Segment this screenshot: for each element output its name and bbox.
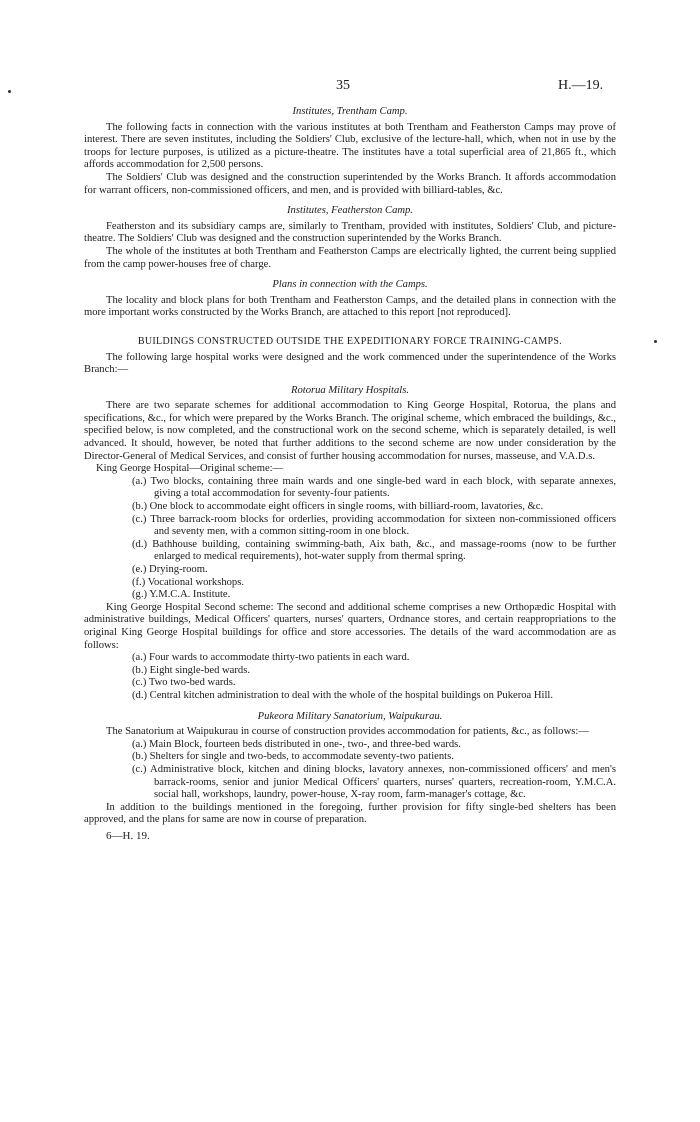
page-number: 35 <box>336 78 350 93</box>
list-item: (a.) Main Block, fourteen beds distributed in one-, two-, and three-bed wards. <box>132 738 461 750</box>
paragraph: The following large hospital works were designed and the work commenced under the superintendence of the Works Branch:— <box>84 351 616 376</box>
paragraph: The Sanatorium at Waipukurau in course of construction provides accommodation for patients, &c., as follows:— <box>106 726 589 738</box>
paragraph: The locality and block plans for both Trentham and Featherston Camps, and the detailed plans in connection with the more important works constructed by the Works Branch, are attached to this report [not reproduced]. <box>84 294 616 319</box>
list-item: (b.) One block to accommodate eight officers in single rooms, with billiard-room, lavatories, &c. <box>132 501 544 513</box>
list-item: (e.) Drying-room. <box>132 564 208 575</box>
margin-mark <box>8 90 11 93</box>
paragraph: The following facts in connection with the various institutes at both Trentham and Featherston Camps may prove of interest. There are seven institutes, including the Soldiers' Club, exclusive of the lecture-hall, which, when not in use by the troops for lecture purposes, is utilized as a picture-theatre. The institutes have a total superficial area of 21,865 ft., which affords accommodation for 2,500 persons. <box>84 121 616 171</box>
paragraph: There are two separate schemes for additional accommodation to King George Hospital, Rotorua, the plans and specifications, &c., for which were prepared by the Works Branch. The original scheme, which embraced the buildings, &c., specified below, is now completed, and the constructional work on the second scheme, which is separately detailed, is well advanced. It should, however, be noted that further additions to the second scheme are now under consideration by the Director-General of Medical Services, and consist of further housing accommodation for nurses, masseuse, and V.A.D.s. <box>84 400 616 462</box>
paragraph: The whole of the institutes at both Trentham and Featherston Camps are electrically lighted, the current being supplied from the camp power-houses free of charge. <box>84 245 616 270</box>
list-item: (b.) Shelters for single and two-beds, to accommodate seventy-two patients. <box>132 751 454 763</box>
section-heading: BUILDINGS CONSTRUCTED OUTSIDE THE EXPEDITIONARY FORCE TRAINING-CAMPS. <box>137 335 563 347</box>
section-heading: Institutes, Featherston Camp. <box>287 205 413 217</box>
closing-paragraph: In addition to the buildings mentioned in the foregoing, further provision for fifty single-bed shelters has been approved, and the plans for same are now in course of preparation. <box>84 801 616 826</box>
list-item: (d.) Central kitchen administration to deal with the whole of the hospital buildings on Pukeroa Hill. <box>132 689 554 701</box>
section-heading: Plans in connection with the Camps. <box>272 279 428 291</box>
list-item: (b.) Eight single-bed wards. <box>132 664 250 676</box>
section-heading: Institutes, Trentham Camp. <box>292 106 408 117</box>
paragraph: Featherston and its subsidiary camps are, similarly to Trentham, provided with institutes, Soldiers' Club, and picture-theatre. The Soldiers' Club was designed and the construction superintended by the Works Branch. <box>84 220 616 245</box>
item-list <box>84 652 616 702</box>
paragraph: The Soldiers' Club was designed and the construction superintended by the Works Branch. It affords accommodation for warrant officers, non-commissioned officers, and men, and is provided with billiard-tables, &c. <box>84 171 616 196</box>
list-item: (g.) Y.M.C.A. Institute. <box>132 589 231 601</box>
document-reference: H.—19. <box>558 78 604 93</box>
section-heading: Pukeora Military Sanatorium, Waipukurau. <box>257 710 443 722</box>
list-item: (c.) Three barrack-room blocks for orderlies, providing accommodation for sixteen non-commissioned officers and seventy men, with a common sitting-room in one block. <box>132 513 616 538</box>
list-item: (a.) Four wards to accommodate thirty-two patients in each ward. <box>132 652 410 664</box>
list-intro: King George Hospital Second scheme: The second and additional scheme comprises a new Orthopædic Hospital with administrative buildings, Medical Officers' quarters, nurses' quarters, Ordnance stores, and certain reappropriations to the original King George Hospital buildings for office and store accessories. The details of the ward accommodation are as follows: <box>84 601 616 651</box>
list-item: (c.) Administrative block, kitchen and dining blocks, lavatory annexes, non-commissioned officers' and men's barrack-rooms, senior and junior Medical Officers' quarters, nurses' quarters, recreation-room, Y.M.C.A. social hall, workshops, laundry, power-house, X-ray room, farm-manager's cottage, &c. <box>132 763 616 801</box>
list-item: (c.) Two two-bed wards. <box>132 677 236 689</box>
page-signature: 6—H. 19. <box>106 829 150 842</box>
item-list <box>84 476 616 602</box>
list-intro: King George Hospital—Original scheme:— <box>96 463 284 475</box>
list-item: (f.) Vocational workshops. <box>132 576 245 588</box>
section-heading: Rotorua Military Hospitals. <box>290 384 409 396</box>
list-item: (a.) Two blocks, containing three main wards and one single-bed ward in each block, with separate annexes, giving a total accommodation for seventy-four patients. <box>132 475 616 500</box>
document-body <box>84 74 616 842</box>
list-item: (d.) Bathhouse building, containing swimming-bath, Aix bath, &c., and massage-rooms (now to be further enlarged to medical requirements), hot-water supply from thermal spring. <box>132 538 616 563</box>
item-list <box>84 739 616 802</box>
margin-mark <box>654 340 657 343</box>
